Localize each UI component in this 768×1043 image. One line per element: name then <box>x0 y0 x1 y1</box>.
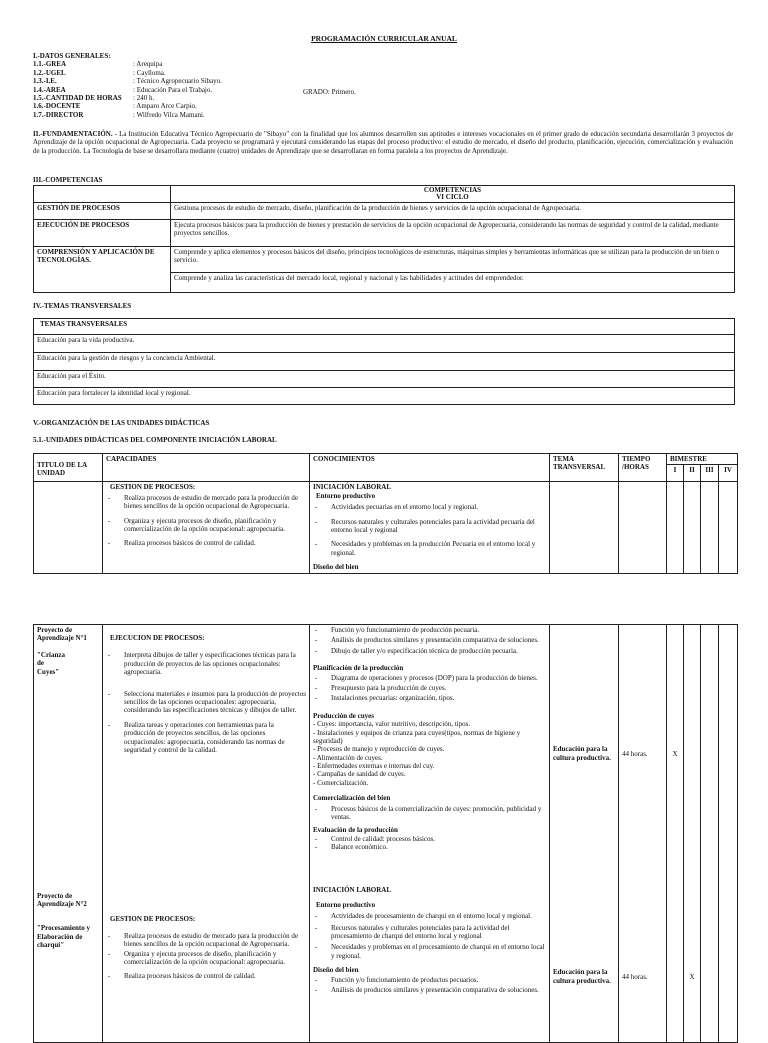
prod-line: - Enfermedades externas e internas del cuy. <box>313 762 435 771</box>
cap-item: - Realiza procesos básicos de control de calidad. <box>106 972 306 980</box>
p1-conocimientos <box>310 625 550 883</box>
p1-top-tema <box>550 482 619 573</box>
competencias-header-1: COMPETENCIAS <box>423 186 482 194</box>
competencias-heading: III.-COMPETENCIAS <box>33 176 103 184</box>
p1-tema: Educación para la cultura productiva. <box>550 625 619 883</box>
competencias-header-2: VI CICLO <box>436 193 469 201</box>
prod-head: Producción de cuyes <box>313 711 374 720</box>
fundamentacion <box>33 130 733 155</box>
competencia-desc: Comprende y aplica elementos y procesos básicos del diseño, principios tecnológicos de estructuras, máquinas simples y herramientas informáticas que se utilizan para la producción de un bien o servicio. <box>171 247 735 273</box>
bim-cell <box>701 482 719 573</box>
datos-key: 1.6.-DOCENTE <box>33 102 81 111</box>
datos-value: : Técnico Agropecuario Sibayo. <box>133 77 222 86</box>
plan-item: - Instalaciones pecuarias: organización, tipos. <box>313 694 546 702</box>
cap-item: - Organiza y ejecuta procesos de diseño, planificación y comercialización de la opción ocupacional: agropecuaria. <box>106 517 306 534</box>
tema-row: Educación para la vida productiva. <box>34 335 735 353</box>
header-bimestre-2: II <box>684 465 701 482</box>
unidades-table-bottom <box>33 624 738 1043</box>
datos-row <box>33 60 453 68</box>
con-item: - Actividades de procesamiento de charqui en el entorno local y regional. <box>313 912 546 920</box>
p1-title-cell <box>34 625 103 883</box>
con-item: - Dibujo de taller y/o especificación técnica de producción pecuaria. <box>313 647 546 655</box>
bim-cell <box>719 625 738 883</box>
cap-item: - Realiza tareas y operaciones con herramientas para la producción de proyectos sencillos, de las opciones ocupacionales: agropecuaria, considerando las normas de seguridad y control de la calidad. <box>106 721 306 755</box>
header-titulo: TITULO DE LA UNIDAD <box>34 454 103 482</box>
cap-item: - Realiza procesos básicos de control de calidad. <box>106 539 306 547</box>
datos-row <box>33 86 453 94</box>
p1-top-tiempo <box>619 482 667 573</box>
p2-title-1: Proyecto de Aprendizaje N°2 <box>37 891 87 908</box>
cap-head: GESTION DE PROCESOS: <box>110 914 196 923</box>
header-tema: TEMA TRANSVERSAL <box>550 454 619 482</box>
dis-item: - Análisis de productos similares y presentación comparativa de soluciones. <box>313 986 546 994</box>
con-head: INICIACIÓN LABORAL <box>313 483 391 492</box>
eval-head: Evaluación de la producción <box>313 826 398 835</box>
unidades-table-top <box>33 453 738 574</box>
header-bimestre: BIMESTRE <box>667 454 738 465</box>
datos-key: 1.1.-GREA <box>33 60 67 69</box>
header-bimestre-4: IV <box>719 465 738 482</box>
con-item: - Necesidades y problemas en el procesamiento de charqui en el entorno local y regional. <box>313 943 546 960</box>
bim-cell <box>719 883 738 1043</box>
header-bimestre-1: I <box>667 465 684 482</box>
p2-tema: Educación para la cultura productiva. <box>550 883 619 1043</box>
con-item: - Recursos naturales y culturales potenciales para la actividad del procesamiento de charqui del entorno local y regional <box>313 924 546 941</box>
bim-cell <box>684 625 701 883</box>
document-title: PROGRAMACIÓN CURRICULAR ANUAL <box>311 34 457 43</box>
datos-key: 1.5.-CANTIDAD DE HORAS <box>33 93 122 102</box>
datos-value: : Caylloma. <box>133 68 166 77</box>
p2-title-2: "Procesamiento y Elaboración de charqui" <box>37 924 90 950</box>
competencia-desc: Comprende y analiza las características del mercado local, regional y nacional y las habilidades y actitudes del emprendedor. <box>171 273 735 293</box>
p2-conocimientos <box>310 883 550 1043</box>
p1-title-1: Proyecto de Aprendizaje N°1 <box>37 626 87 643</box>
temas-header: TEMAS TRANSVERSALES <box>34 319 735 335</box>
prod-line: - Alimentación de cuyes. <box>313 753 383 762</box>
header-bimestre-3: III <box>701 465 719 482</box>
con-item: - Recursos naturales y culturales potenciales para la actividad pecuaria del entorno local y regional <box>313 518 546 535</box>
bim-cell <box>684 482 701 573</box>
prod-line: - Procesos de manejo y reproducción de cuyes. <box>313 745 445 754</box>
bim-cell <box>667 883 684 1043</box>
datos-generales <box>33 52 453 119</box>
bim-cell <box>701 883 719 1043</box>
bim-cell <box>667 482 684 573</box>
cap-head: EJECUCION DE PROCESOS: <box>110 634 205 642</box>
fundamentacion-text: - La Institución Educativa Técnico Agropecuario de "Sibayo" con la finalidad que los alumnos desarrollen sus aptitudes e intereses vocacionales en el primer grado de educación secundaria desarrollarán 3 proyectos de Aprendizaje de la opción ocupacional de Agropecuaria. Cada proyecto se programará y ejecutará considerando las etapas del proceso productivo: el estudio de mercado, el diseño del producto, planificación, ejecución, comercialización y evaluación de la producción. La Tecnología de base se desarrollara mediante (cuatro) unidades de Aprendizaje que se desarrollaran en forma paralela a los proyectos de Aprendizaje. <box>33 130 733 155</box>
datos-key: 1.7.-DIRECTOR <box>33 110 84 119</box>
plan-head: Planificación de la producción <box>313 664 404 673</box>
con-tail: Diseño del bien <box>313 563 359 572</box>
datos-value: : Educación Para el Trabajo. <box>133 85 213 94</box>
datos-row <box>33 94 453 102</box>
con-sub: Entorno productivo <box>316 900 376 909</box>
temas-heading: IV.-TEMAS TRANSVERSALES <box>33 302 132 310</box>
con-head: INICIACIÓN LABORAL <box>313 885 391 894</box>
datos-row <box>33 69 453 77</box>
header-conocimientos: CONOCIMIENTOS <box>310 454 550 482</box>
datos-heading: I.-DATOS GENERALES: <box>33 52 111 60</box>
con-sub: Entorno productivo <box>316 491 376 500</box>
competencia-name: GESTIÓN DE PROCESOS <box>34 203 171 220</box>
con-item: - Necesidades y problemas en la producción Pecuaria en el entorno local y regional. <box>313 540 546 557</box>
competencias-corner <box>34 186 171 203</box>
p1-capacidades <box>103 625 310 883</box>
competencia-name: EJECUCIÓN DE PROCESOS <box>34 220 171 247</box>
competencia-desc: Gestiona procesos de estudio de mercado, diseño, planificación de la producción de bienes y servicios de la opción ocupacional de Agropecuaria. <box>171 203 735 220</box>
plan-item: - Diagrama de operaciones y procesos (DOP) para la producción de bienes. <box>313 674 546 682</box>
datos-key: 1.4.-AREA <box>33 85 66 94</box>
competencia-name: COMPRENSIÓN Y APLICACIÓN DE TECNOLOGÍAS. <box>34 247 171 293</box>
bim-cell <box>701 625 719 883</box>
datos-row <box>33 111 453 119</box>
tema-row: Educación para el Éxito. <box>34 371 735 388</box>
eval-item: - Balance económico. <box>313 843 546 851</box>
datos-value: : 240 h. <box>133 93 155 102</box>
dis-item: - Función y/o funcionamiento de productos pecuarios. <box>313 976 546 984</box>
tema-row: Educación para la gestión de riesgos y la conciencia Ambiental. <box>34 353 735 371</box>
p1-bimestre-1-mark: X <box>667 625 684 883</box>
p1-top-conocimientos <box>310 482 550 573</box>
organizacion-subheading: 5.1.-UNIDADES DIDÁCTICAS DEL COMPONENTE INICIACIÓN LABORAL <box>33 436 277 444</box>
con-item: - Actividades pecuarias en el entorno local y regional. <box>313 503 546 511</box>
com-head: Comercialización del bien <box>313 794 391 803</box>
prod-line: - Instalaciones y equipos de crianza para cuyes(tipos, normas de higiene y seguridad) <box>313 728 521 745</box>
cap-item: - Realiza procesos de estudio de mercado para la producción de bienes sencillos de la opción ocupacional de Agropecuaria. <box>106 494 306 511</box>
datos-rows <box>33 60 453 119</box>
grado-label: GRADO: Primero. <box>303 88 356 96</box>
temas-table <box>33 318 735 405</box>
p2-bimestre-2-mark: X <box>684 883 701 1043</box>
p1-tiempo: 44 horas. <box>619 625 667 883</box>
p1-top-capacidades <box>103 482 310 573</box>
tema-row: Educación para fortalecer la identidad local y regional. <box>34 388 735 405</box>
datos-row <box>33 77 453 85</box>
datos-row <box>33 102 453 110</box>
con-item: - Análisis de productos similares y presentación comparativa de soluciones. <box>313 636 546 644</box>
prod-line: - Campañas de sanidad de cuyes. <box>313 770 406 779</box>
prod-line: - Cuyes: importancia, valor nutritivo, descripción, tipos. <box>313 720 471 729</box>
header-capacidades: CAPACIDADES <box>103 454 310 482</box>
p2-tiempo: 44 horas. <box>619 883 667 1043</box>
datos-value: : Wilfredo Vilca Mamani. <box>133 110 205 119</box>
cap-item: - Realiza procesos de estudio de mercado para la producción de bienes sencillos de la opción ocupacional de Agropecuaria. <box>106 932 306 949</box>
competencias-table <box>33 185 735 293</box>
con-item: - Función y/o funcionamiento de producción pecuaria. <box>313 626 546 634</box>
datos-key: 1.3.-I.E. <box>33 77 57 86</box>
p1-top-title-cell <box>34 482 103 573</box>
datos-value: : Amparo Arce Carpio. <box>133 102 197 111</box>
p1-title-2: "Crianza de Cuyes" <box>37 650 65 676</box>
prod-line: - Comercialización. <box>313 778 369 787</box>
cap-item: - Organiza y ejecuta procesos de diseño, planificación y comercialización de la opción ocupacional: agropecuaria. <box>106 950 306 967</box>
p2-capacidades <box>103 883 310 1043</box>
header-tiempo: TIEMPO /HORAS <box>619 454 667 482</box>
datos-value: : Arequipa <box>133 60 163 69</box>
datos-key: 1.2.-UGEL <box>33 68 66 77</box>
competencia-desc: Ejecuta procesos básicos para la producción de bienes y prestación de servicios de la opción ocupacional de Agropecuaria, considerando las normas de seguridad y control de la calidad, mediante proyectos sencillos. <box>171 220 735 247</box>
fundamentacion-label: II.-FUNDAMENTACIÓN. <box>33 130 113 138</box>
plan-item: - Presupuesto para la producción de cuyes. <box>313 684 546 692</box>
cap-item: - Interpreta dibujos de taller y especificaciones técnicas para la producción de proyectos de las opciones ocupacionales: agropecuaria. <box>106 651 306 676</box>
bim-cell <box>719 482 738 573</box>
cap-head: GESTION DE PROCESOS: <box>110 483 196 492</box>
competencias-header <box>171 186 735 203</box>
cap-item: - Selecciona materiales e insumos para la producción de proyectos sencillos de las opciones ocupacionales: agropecuaria, considerando las especificaciones técnicas y dibujos de taller. <box>106 690 306 715</box>
organizacion-heading: V.-ORGANIZACIÓN DE LAS UNIDADES DIDÁCTICAS <box>33 419 210 427</box>
com-item: - Procesos básicos de la comercialización de cuyes: promoción, publicidad y ventas. <box>313 805 546 822</box>
p2-title-cell <box>34 883 103 1043</box>
eval-item: - Control de calidad: procesos básicos. <box>313 835 546 843</box>
dis-head: Diseño del bien <box>313 966 359 975</box>
